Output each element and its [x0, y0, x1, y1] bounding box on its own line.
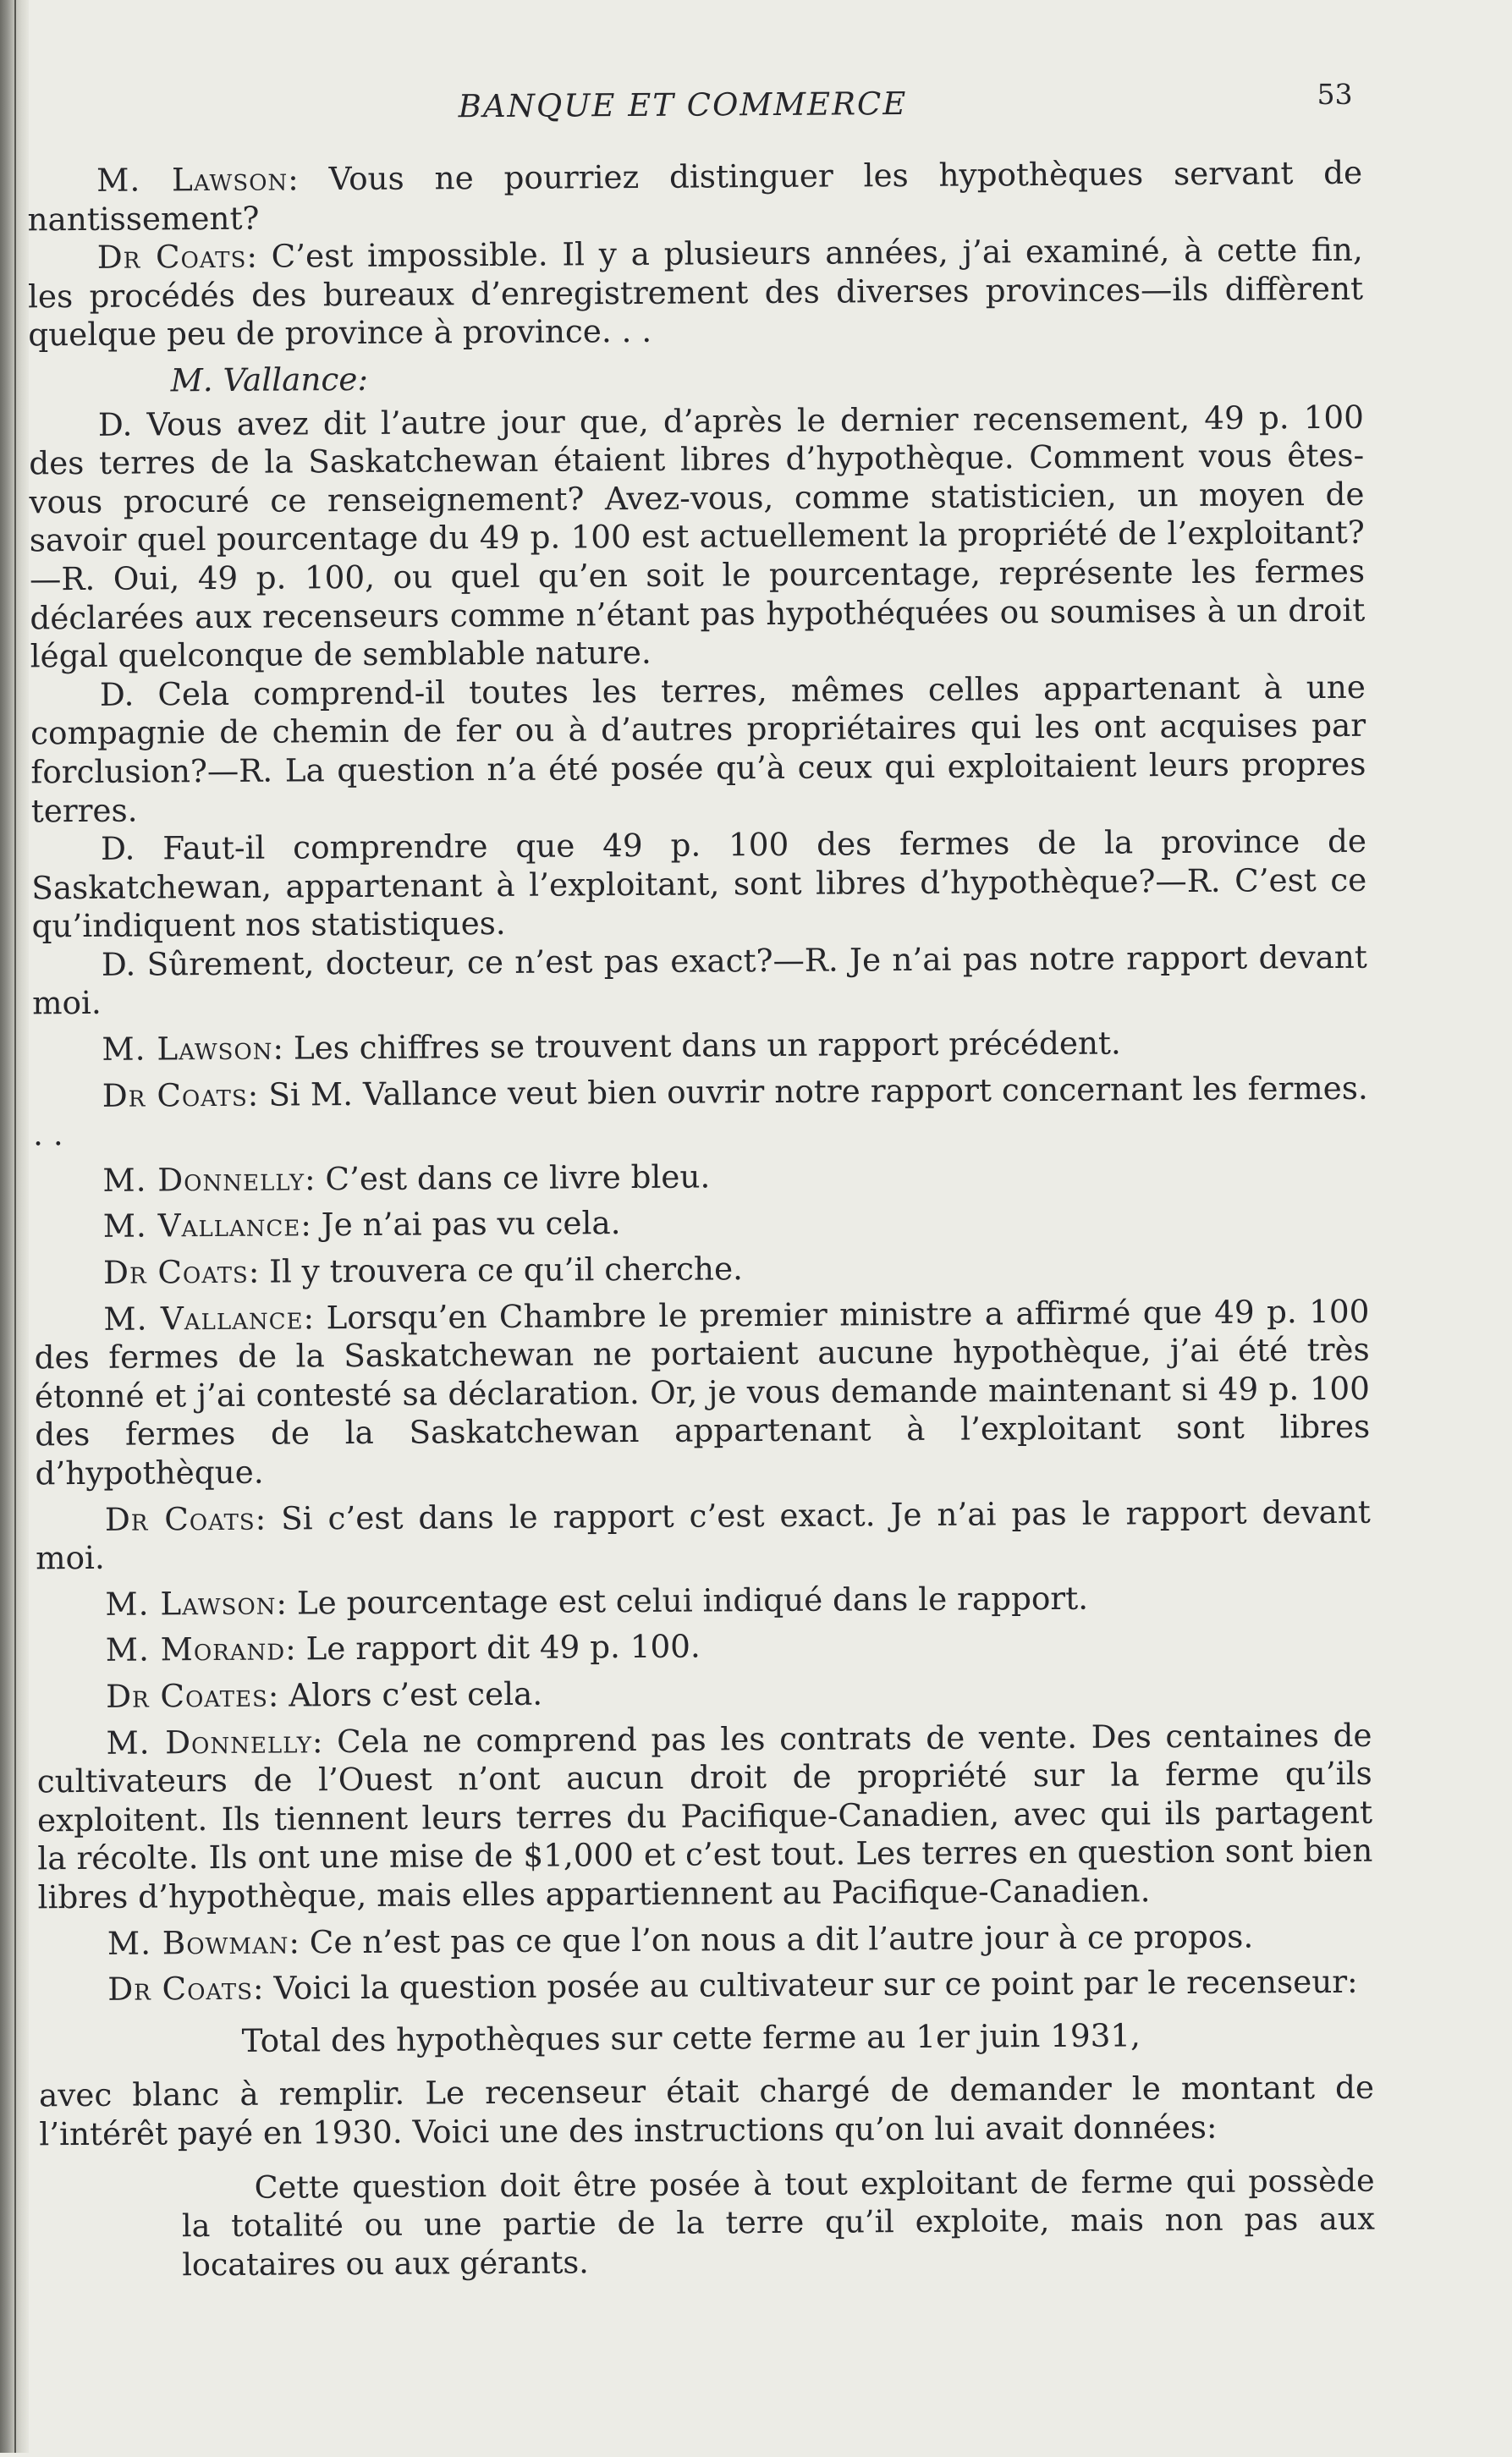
question-paragraph-4: D. Sûrement, docteur, ce n’est pas exact?—R. Je n’ai pas notre rapport devant moi. — [32, 937, 1367, 1022]
question-paragraph-3: D. Faut-il comprendre que 49 p. 100 des fermes de la province de Saskatchewan, appartenant à l’exploitant, sont libres d’hypothèque?—R. C’est ce qu’indiquent nos statistiques. — [31, 822, 1367, 945]
speaker-name: Dr Coats — [102, 1075, 248, 1114]
speaker-name: M. Lawson — [96, 160, 289, 199]
paragraph-donnelly-2 — [36, 1716, 1372, 1917]
paragraph-coats-4 — [36, 1492, 1372, 1578]
speaker-name: Dr Coats — [102, 1252, 249, 1291]
page-number: 53 — [1317, 77, 1353, 112]
paragraph-text: : Ce n’est pas ce que l’on nous a dit l’autre jour à ce propos. — [289, 1917, 1254, 1961]
paragraph-text: : Le pourcentage est celui indiqué dans le rapport. — [276, 1579, 1089, 1622]
speaker-name: M. Vallance — [102, 1206, 301, 1245]
question-paragraph-2: D. Cela comprend-il toutes les terres, mêmes celles appartenant à une compagnie de chemin de fer ou à d’autres propriétaires qui les ont acquises par forclusion?—R. La question n’a été posée qu’à ceux qui exploitaient leurs propres terres. — [30, 668, 1366, 829]
paragraph-text: : Les chiffres se trouvent dans un rapport précédent. — [272, 1024, 1121, 1067]
speaker-name: M. Lawson — [102, 1029, 273, 1068]
paragraph-vallance-1 — [34, 1200, 1369, 1246]
page-body — [27, 154, 1375, 2293]
speaker-name: M. Donnelly — [102, 1160, 305, 1199]
speaker-name: M. Bowman — [107, 1923, 289, 1962]
paragraph-text: : Si M. Vallance veut bien ouvrir notre rapport concernant les fermes. . . — [32, 1069, 1368, 1153]
speaker-name: Dr Coats — [107, 1969, 254, 2008]
paragraph-coats-5 — [38, 1963, 1373, 2009]
paragraph-morand-1 — [36, 1624, 1372, 1670]
paragraph-coats-2 — [33, 1069, 1369, 1154]
question-paragraph-1: D. Vous avez dit l’autre jour que, d’après le dernier recensement, 49 p. 100 des terres de la Saskatchewan étaient libres d’hypothèque. Comment vous êtes-vous procuré ce renseignement? Avez-vous, comme statisticien, un moyen de savoir quel pourcentage du 49 p. 100 est actuellement la propriété de l’exploitant?—R. Oui, 49 p. 100, ou quel qu’en soit le pourcentage, représente les fermes déclarées aux recenseurs comme n’étant pas hypothéquées ou soumises à un droit légal quelconque de semblable nature. — [29, 398, 1366, 675]
paragraph-vallance-2 — [34, 1292, 1370, 1493]
document-page — [26, 0, 1512, 2457]
speaker-name: M. Lawson — [105, 1584, 277, 1623]
paragraph-text: : Cela ne comprend pas les contrats de vente. Des centaines de cultivateurs de l’Ouest n’ont aucun droit de propriété sur la ferme qu’ils exploitent. Ils tiennent leurs terres du Pacifique-Canadien, avec qui ils partagent la récolte. Ils ont une mise de $1,000 et c’est tout. Les terres en question sont bien libres d’hypothèque, mais elles appartiennent au Pacifique-Canadien. — [36, 1716, 1373, 1916]
paragraph-text: : Le rapport dit 49 p. 100. — [285, 1627, 701, 1668]
paragraph-lawson-1 — [27, 154, 1363, 239]
binding-line — [14, 0, 16, 2453]
paragraph-coates-1 — [36, 1670, 1372, 1717]
continuation-paragraph: avec blanc à remplir. Le recenseur était chargé de demander le montant de l’intérêt payé en 1930. Voici une des instructions qu’on lui avait données: — [38, 2068, 1375, 2153]
paragraph-bowman-1 — [38, 1916, 1373, 1963]
paragraph-text: : Vous ne pourriez distinguer les hypothèques servant de nantissement? — [27, 153, 1363, 238]
speaker-name: M. Vallance — [103, 1299, 304, 1338]
speaker-name: Dr Coats — [104, 1499, 256, 1538]
running-header — [27, 77, 1507, 134]
paragraph-lawson-3 — [36, 1577, 1371, 1624]
paragraph-text: : C’est impossible. Il y a plusieurs années, j’ai examiné, à cette fin, les procédés des bureaux d’enregistrement des diverses provinces—ils diffèrent quelque peu de province à province. . . — [27, 230, 1364, 354]
paragraph-text: : C’est dans ce livre bleu. — [304, 1157, 711, 1198]
paragraph-text: : Lorsqu’en Chambre le premier ministre a affirmé que 49 p. 100 des fermes de la Saskatchewan ne portaient aucune hypothèque, j’ai été très étonné et j’ai contesté sa déclaration. Or, je vous demande maintenant si 49 p. 100 des fermes de la Saskatchewan appartenant à l’exploitant sont libres d’hypothèque. — [34, 1292, 1371, 1492]
instruction-block-quote: Cette question doit être posée à tout exploitant de ferme qui possède la totalité ou une partie de la terre qu’il exploite, mais non pas aux locataires ou aux gérants. — [181, 2162, 1376, 2283]
paragraph-text: : Si c’est dans le rapport c’est exact. Je n’ai pas le rapport devant moi. — [36, 1492, 1371, 1577]
paragraph-lawson-2 — [32, 1023, 1367, 1069]
paragraph-donnelly-1 — [33, 1154, 1368, 1201]
running-title: BANQUE ET COMMERCE — [458, 85, 908, 125]
paragraph-coats-1 — [28, 231, 1364, 355]
speaker-name: M. Donnelly — [106, 1722, 313, 1762]
speaker-name: Dr Coats — [96, 237, 247, 277]
speaker-name: M. Morand — [105, 1630, 286, 1669]
census-question-quote: Total des hypothèques sur cette ferme au 1er juin 1931, — [241, 2016, 1141, 2059]
speaker-name: Dr Coates — [106, 1676, 268, 1715]
paragraph-text: : Voici la question posée au cultivateur sur ce point par le recenseur: — [252, 1962, 1358, 2007]
paragraph-text: : Alors c’est cela. — [267, 1674, 543, 1714]
questioner-heading: M. Vallance: — [170, 360, 369, 399]
paragraph-text: : Il y trouvera ce qu’il cherche. — [248, 1250, 744, 1290]
paragraph-coats-3 — [34, 1246, 1369, 1293]
paragraph-text: : Je n’ai pas vu cela. — [300, 1204, 621, 1244]
